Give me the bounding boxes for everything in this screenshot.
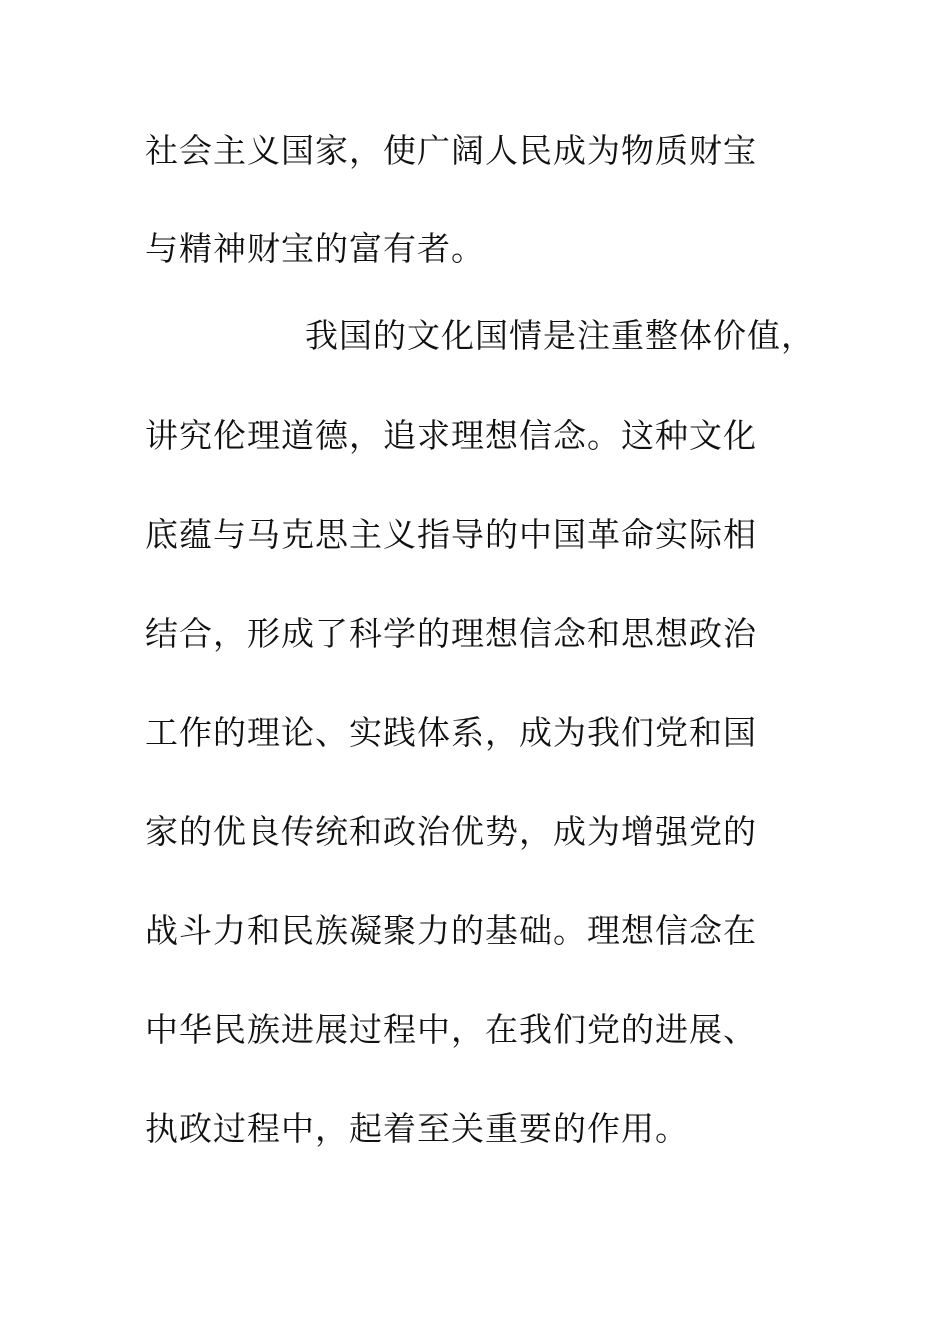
paragraph-first-line: 我国的文化国情是注重整体价值， <box>305 316 815 355</box>
text-line: 底蕴与马克思主义指导的中国革命实际相 <box>145 515 757 554</box>
text-line: 结合，形成了科学的理想信念和思想政治 <box>145 614 757 653</box>
text-line: 与精神财宝的富有者。 <box>145 229 485 268</box>
text-line: 中华民族进展过程中，在我们党的进展、 <box>145 1010 757 1049</box>
text-line: 家的优良传统和政治优势，成为增强党的 <box>145 812 757 851</box>
text-line: 战斗力和民族凝聚力的基础。理想信念在 <box>145 911 757 950</box>
text-line: 社会主义国家，使广阔人民成为物质财宝 <box>145 131 757 170</box>
text-line: 工作的理论、实践体系，成为我们党和国 <box>145 713 757 752</box>
text-line: 执政过程中，起着至关重要的作用。 <box>145 1109 689 1148</box>
text-line: 讲究伦理道德，追求理想信念。这种文化 <box>145 416 757 455</box>
